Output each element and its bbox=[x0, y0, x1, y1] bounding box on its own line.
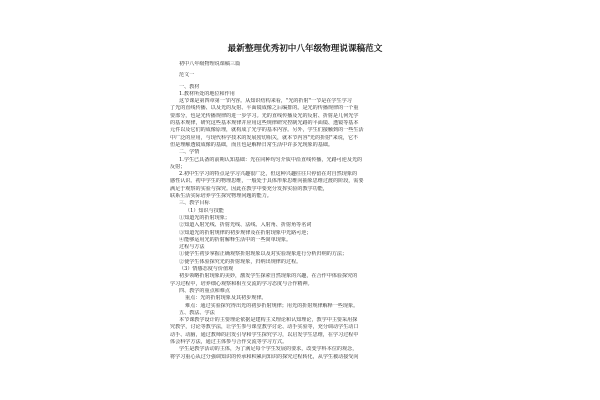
paragraph-line: 感性认识。初中学生的物理思维，一般处于具体形象思维向抽象思维过渡的阶段，需要 bbox=[170, 178, 364, 185]
list-item: ②知道入射光线、折射光线、法线、入射角、折射角等名词 bbox=[179, 222, 312, 229]
document-subtitle: 初中八年级物理说课稿三篇 bbox=[179, 61, 241, 67]
heading-line: 五、教法、学法 bbox=[179, 309, 215, 316]
paragraph-line: 元件以及它们的成像原理，就构成了光学的基本内容。另外，学生们接触到的一些生活 bbox=[170, 127, 364, 134]
list-item: ①知道光的折射现象； bbox=[179, 214, 230, 221]
paragraph-line: 反射； bbox=[170, 163, 186, 170]
list-item: ④能够运用光的折射解释生活中的一些简单现象。 bbox=[179, 236, 292, 243]
subheading-line: （1）知识与技能 bbox=[185, 207, 224, 214]
paragraph-line: 将学习重心从过分强调知识的传承和积累向知识的探究过程转化，从学生被动接受向 bbox=[170, 353, 359, 360]
paragraph-line: 动手、动脑，通过教师的启发引导和学生探究学习，以启发学生思维，在学习过程中 bbox=[170, 331, 359, 338]
paragraph-line: 初步领略折射现象的美妙，激发学生探索自然现象的兴趣，在合作中体验探究的 bbox=[179, 273, 358, 280]
document-title: 最新整理优秀初中八年级物理说课稿范文 bbox=[227, 44, 383, 54]
subheading-line: （3）情感态度与价值观 bbox=[179, 266, 234, 273]
paragraph-line: 中广泛的应用，与现代科学技术的发展密切相关，就本节内容"光的折射"来说，它不 bbox=[170, 134, 359, 141]
paragraph-line: 本节课教学设计的主要理论依据是建构主义理论和认知理论，教学中主要采用探 bbox=[179, 317, 358, 324]
paragraph-line: 满足于观察的实验与探究。因此在教学中要充分发挥实验的教学功能， bbox=[170, 185, 328, 192]
paragraph-line: 体会科学方法，通过主体参与合作交流等学习方式。 bbox=[170, 338, 288, 345]
document-body bbox=[170, 44, 440, 361]
paragraph-line: 的基本规律，研究这些基本规律并应用这些规律研究控制光路的平面镜、透镜等基本 bbox=[170, 120, 359, 127]
heading-line: 一、教材 bbox=[179, 83, 200, 90]
paragraph-line: 2.初中生学习的特点是学习兴趣很广泛，但这种兴趣往往只停留在对自然现象的 bbox=[179, 171, 358, 178]
section-label: 范文一 bbox=[179, 72, 195, 79]
paragraph-line: 学生是教学活动的主体，为了满足每个学生发展的要求，改变学科本位的观念， bbox=[179, 346, 358, 353]
heading-line: 二、学情 bbox=[179, 149, 200, 156]
list-item: ②使学生体验探究光的折射现象，归纳出规律的过程。 bbox=[179, 258, 302, 265]
paragraph-line: 但是理解透镜成像的基础，而且也是解释日常生活中许多光现象的基础。 bbox=[170, 141, 334, 148]
subheading-line: 过程与方法 bbox=[179, 244, 205, 251]
paragraph-line: 学习过程中，培养细心观察和相互交流的学习态度与合作精神。 bbox=[170, 280, 313, 287]
heading-line: 三、教学目标 bbox=[179, 200, 210, 207]
heading-line: 四、教学的重点和难点 bbox=[179, 287, 230, 294]
paragraph-line: 难点：通过实验探究得出光的初步折射规律；用光的折射规律解释一些现象。 bbox=[185, 302, 359, 309]
paragraph-line: 重点：光的折射现象及其初步规律。 bbox=[185, 295, 267, 302]
list-item: ③知道光的折射规律的初步规律及在折射现象中光路可逆； bbox=[179, 229, 312, 236]
paragraph-line: 1.学生已具备的前期认知基础：光在同种均匀介质中沿直线传播，光路可逆及光的 bbox=[179, 156, 363, 163]
paragraph-line: 究教学，讨论等教学法，让学生参与课堂教学讨论、动手实验等，充分调动学生动口 bbox=[170, 324, 359, 331]
list-item: ①使学生初步掌握正确观察折射现象以及对实验现象进行分析归纳的方法； bbox=[179, 251, 348, 258]
paragraph-line: 这节课是第四章第一节内容。从知识结构来看，"光的折射"一节是在学生学习 bbox=[179, 98, 352, 105]
paragraph-line: 了光的直线传播、以及光的反射、平面镜成像之后编排的。是光的传播规律的一个重 bbox=[170, 105, 359, 112]
paragraph-line: 联系生活实际培养学生探究物理问题的能力。 bbox=[170, 193, 272, 200]
subheading-line: 1.教材所处的地位和作用 bbox=[179, 90, 235, 97]
paragraph-line: 要部分，也是光传播规律的进一步学习。光的直线传播及光的反射、折射是几何光学 bbox=[170, 112, 359, 119]
